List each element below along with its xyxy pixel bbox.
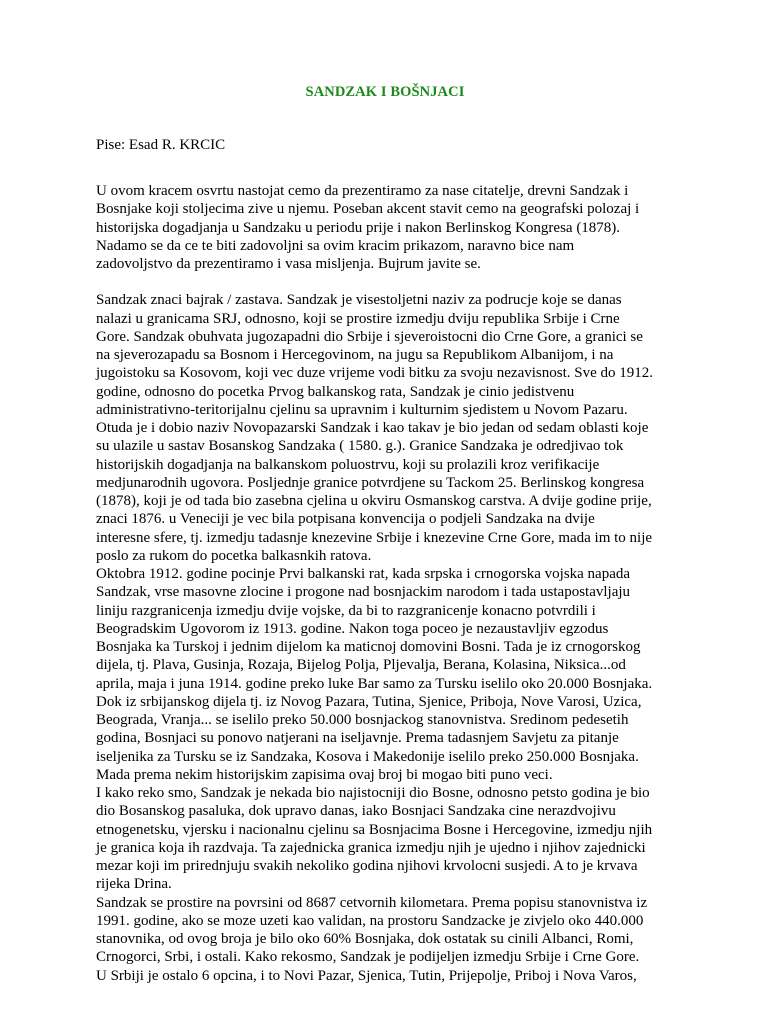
text-line: dio Bosanskog pasaluka, dok upravo danas, iako Bosnjaci Sandzaka cine nerazdvojivu [96, 803, 616, 820]
paragraph [96, 784, 678, 894]
text-line: liniju razgranicenja izmedju dvije vojske, da bi to razgranicenje konacno potvrdili i [96, 602, 596, 619]
text-line: godina, Bosnjaci su ponovo natjerani na iseljavnje. Prema tadasnjem Savjetu za pitanje [96, 730, 619, 747]
text-line: Bosnjaka ka Turskoj i jednim dijelom ka maticnoj domovini Bosni. Tada je iz crnogorskog [96, 639, 641, 655]
text-line: (1878), koji je od tada bio zasebna cjelina u okviru Osmanskog carstva. A dvije godine prije, [96, 493, 652, 509]
text-line: zadovoljstvo da prezentiramo i vasa misljenja. Bujrum javite se. [96, 256, 481, 272]
text-line: Bosnjake koji stoljecima zive u njemu. Poseban akcent stavit cemo na geografski polozaj i [96, 201, 640, 218]
text-line: rijeka Drina. [96, 876, 172, 893]
text-line: Sandzak znaci bajrak / zastava. Sandzak je visestoljetni naziv za podrucje koje se danas [96, 292, 622, 309]
text-line: Sandzak se prostire na povrsini od 8687 cetvornih kilometara. Prema popisu stanovnistva iz [96, 894, 648, 911]
text-line: historijska dogadjanja u Sandzaku u periodu prije i nakon Berlinskog Kongresa (1878). [96, 219, 621, 236]
author-line: Pise: Esad R. KRCIC [96, 137, 226, 153]
text-line: 1991. godine, ako se moze uzeti kao validan, na prostoru Sandzacke je zivjelo oko 440.000 [96, 912, 644, 929]
paragraph [96, 565, 678, 784]
text-line: interesne sfere, tj. izmedju tadasnje knezevine Srbije i knezevine Crne Gore, mada im to nije [96, 529, 653, 546]
text-line: Mada prema nekim historijskim zapisima ovaj broj bi mogao biti puno veci. [96, 766, 553, 783]
text-line: je granica koja ih razdvaja. Ta zajednicka granica izmedju njih je ujedno i njihov zajednicki [96, 839, 646, 856]
paragraph [96, 291, 678, 565]
text-line: stanovnika, od ovog broja je bilo oko 60% Bosnjaka, dok ostatak su cinili Albanci, Romi, [96, 931, 634, 947]
text-line: Dok iz srbijanskog dijela tj. iz Novog Pazara, Tutina, Sjenice, Priboja, Nove Varosi, Uzica, [96, 693, 642, 710]
text-line: dijela, tj. Plava, Gusinja, Rozaja, Bijelog Polja, Pljevalja, Berana, Kolasina, Niksica...od [96, 657, 626, 674]
text-line: medjunarodnih ugovora. Posljednje granice potvrdjene su Tackom 25. Berlinskog kongresa [96, 474, 645, 491]
text-line: historijskih dogadjanja na balkanskom poluostrvu, koji su prolazili kroz verifikacije [96, 456, 600, 473]
paragraph [96, 182, 678, 273]
text-line: jugoistoku sa Kosovom, koji vec duze vrijeme vodi bitku za svoju nezavisnost. Sve do 1912. [96, 365, 654, 382]
text-line: Sandzak, vrse masovne zlocine i progone nad bosnjackim narodom i tada ustapostavljaju [96, 584, 631, 601]
text-line: Beograda, Vranja... se iselilo preko 50.000 bosnjackog stanovnistva. Sredinom pedesetih [96, 712, 629, 728]
paragraph-spacer [96, 273, 678, 291]
text-line: na sjeverozapadu sa Bosnom i Hercegovinom, na jugu sa Republikom Albanijom, i na [96, 347, 614, 363]
text-line: mezar koji im prirednjuju svakih nekoliko godina njihovi krvolocni susjedi. A to je krvava [96, 858, 638, 874]
document-body [96, 182, 678, 985]
text-line: U ovom kracem osvrtu nastojat cemo da prezentiramo za nase citatelje, drevni Sandzak i [96, 183, 629, 199]
text-line: Gore. Sandzak obuhvata jugozapadni dio Srbije i sjeveroistocni dio Crne Gore, a granici se [96, 328, 643, 345]
text-line: Oktobra 1912. godine pocinje Prvi balkanski rat, kada srpska i crnogorska vojska napada [96, 566, 631, 582]
text-line: godine, odnosno do pocetka Prvog balkanskog rata, Sandzak je cinio jedistvenu [96, 383, 575, 400]
paragraph [96, 894, 678, 985]
text-line: nalazi u granicama SRJ, odnosno, koji se prostire izmedju dviju republika Srbije i Crne [96, 310, 620, 327]
text-line: su ulazile u sastav Bosanskog Sandzaka ( 1580. g.). Granice Sandzaka je odredjivao tok [96, 438, 624, 455]
document-title: SANDZAK I BOŠNJACI [305, 84, 465, 100]
text-line: Beogradskim Ugovorom iz 1913. godine. Nakon toga poceo je nezaustavljiv egzodus [96, 620, 609, 637]
text-line: U Srbiji je ostalo 6 opcina, i to Novi Pazar, Sjenica, Tutin, Prijepolje, Priboj i Nova Varos, [96, 967, 637, 984]
text-line: etnogenetsku, vjersku i nacionalnu cjelinu sa Bosnjacima Bosne i Hercegovine, izmedju njih [96, 821, 653, 838]
text-line: I kako reko smo, Sandzak je nekada bio najistocniji dio Bosne, odnosno petsto godina je bio [96, 785, 650, 801]
text-line: Otuda je i dobio naziv Novopazarski Sandzak i kao takav je bio jedan od sedam oblasti koje [96, 420, 649, 436]
text-line: poslo za rukom do pocetka balkasnkih ratova. [96, 547, 372, 564]
text-line: Crnogorci, Srbi, i ostali. Kako rekosmo, Sandzak je podijeljen izmedju Srbije i Crne Gore. [96, 949, 640, 966]
text-line: administrativno-teritorijalnu cjelinu sa upravnim i kulturnim sjedistem u Novom Pazaru. [96, 401, 628, 418]
text-line: znaci 1876. u Veneciji je vec bila potpisana konvencija o podjeli Sandzaka na dvije [96, 511, 595, 528]
text-line: aprila, maja i juna 1914. godine preko luke Bar samo za Tursku iselilo oko 20.000 Bosnjaka. [96, 675, 653, 692]
text-line: Nadamo se da ce te biti zadovoljni sa ovim kracim prikazom, naravno bice nam [96, 237, 575, 254]
text-line: iseljenika za Tursku se iz Sandzaka, Kosova i Makedonije iselilo preko 250.000 Bosnjaka. [96, 748, 639, 765]
